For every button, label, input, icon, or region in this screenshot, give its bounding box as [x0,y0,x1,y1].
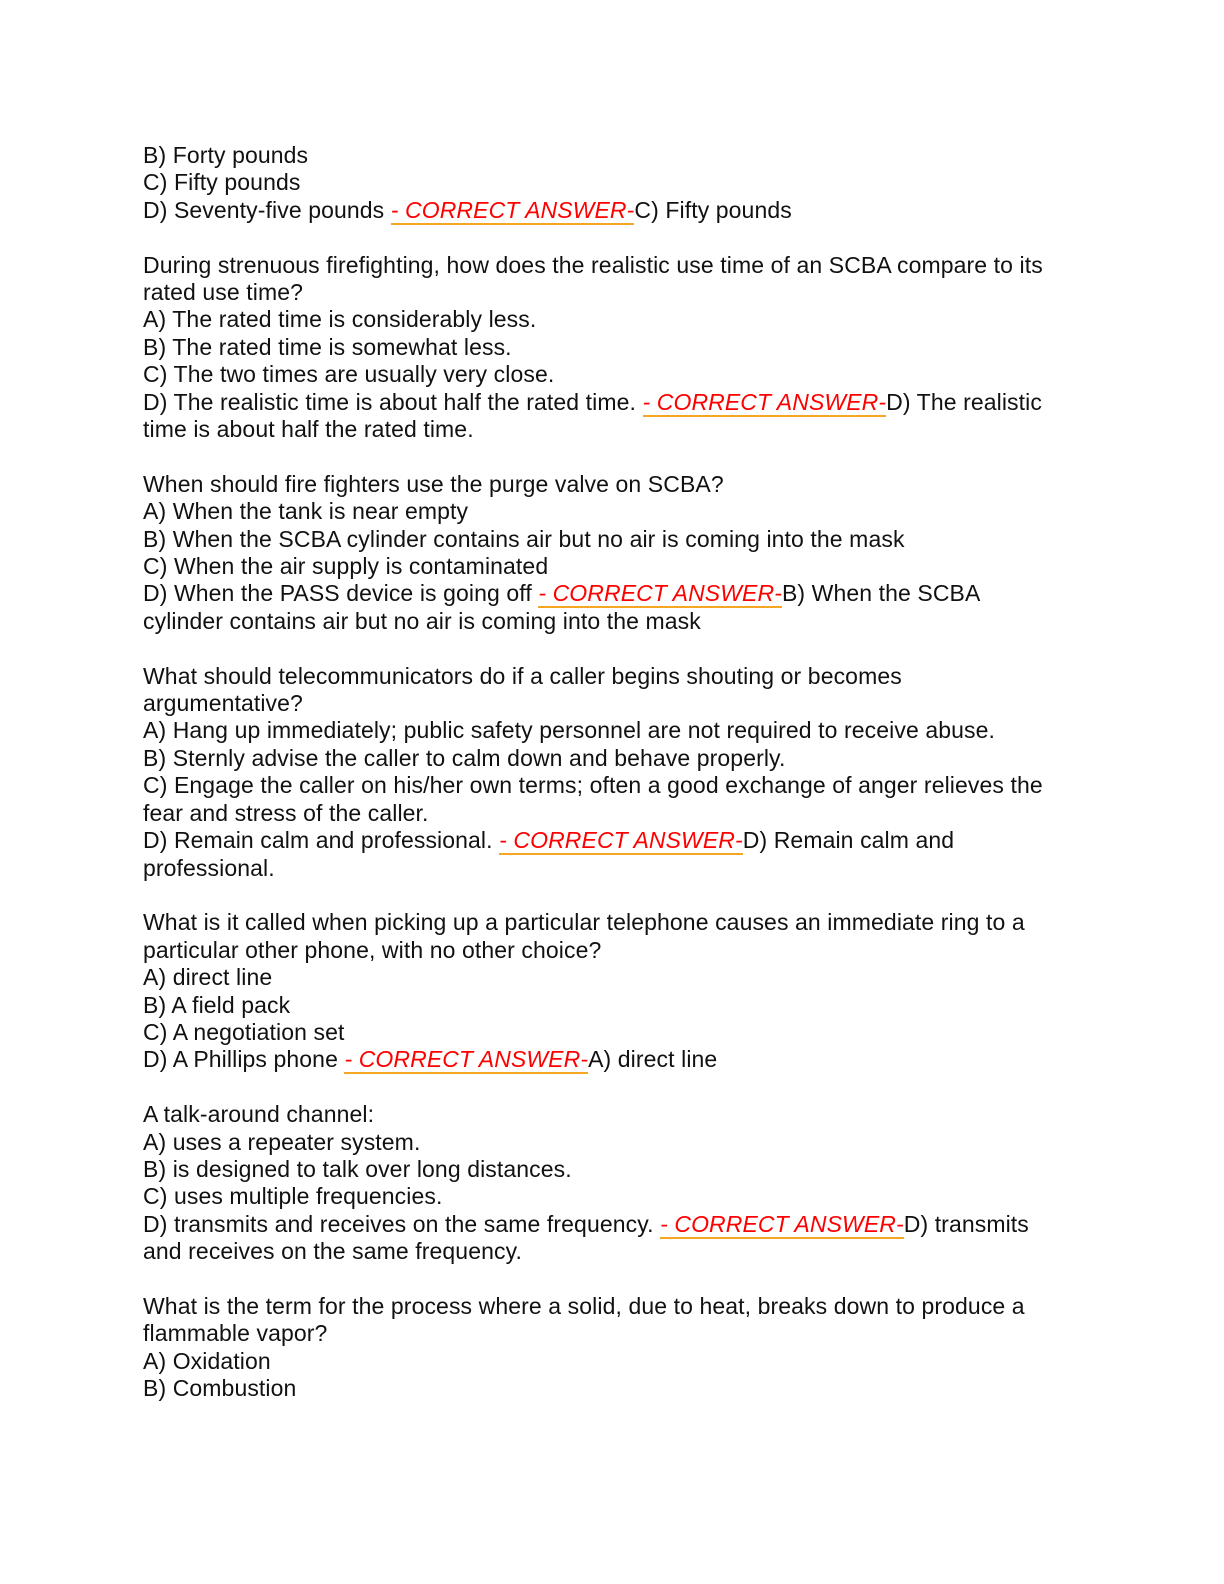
option-text: D) transmits and receives on the same frequency. [143,1210,654,1237]
question-text: What should telecommunicators do if a caller begins shouting or becomes [143,662,902,689]
answer-continuation: and receives on the same frequency. [143,1238,522,1265]
option-line: B) is designed to talk over long distances. [143,1155,572,1182]
option-line: C) Fifty pounds [143,169,301,196]
answer-continuation: time is about half the rated time. [143,416,474,443]
question-block-intro [143,142,1088,224]
answer-continuation: cylinder contains air but no air is coming into the mask [143,607,701,634]
option-text: D) The realistic time is about half the rated time. [143,388,636,415]
correct-answer-marker: - CORRECT ANSWER- [499,827,743,854]
answer-line [143,827,1088,854]
option-line: B) Sternly advise the caller to calm down and behave properly. [143,744,786,771]
answer-text: C) Fifty pounds [634,196,792,223]
answer-text: D) transmits [903,1210,1029,1237]
question-block [143,471,1088,635]
answer-text: B) When the SCBA [781,580,981,607]
option-text: D) When the PASS device is going off [143,580,532,607]
question-block [143,909,1088,1073]
answer-text: A) direct line [588,1046,718,1073]
option-line: C) The two times are usually very close. [143,361,555,388]
question-text: During strenuous firefighting, how does the realistic use time of an SCBA compare to its [143,251,1043,278]
option-line: A) When the tank is near empty [143,498,469,525]
document-page [143,142,1088,1403]
question-block [143,1101,1088,1265]
option-line: C) When the air supply is contaminated [143,553,549,580]
answer-text: D) The realistic [886,388,1042,415]
correct-answer-marker: - CORRECT ANSWER- [660,1210,904,1237]
option-line: B) When the SCBA cylinder contains air but no air is coming into the mask [143,525,905,552]
answer-line [143,580,1088,607]
correct-answer-marker: - CORRECT ANSWER- [344,1046,589,1073]
question-text: What is it called when picking up a particular telephone causes an immediate ring to a [143,909,1025,936]
option-line: B) A field pack [143,991,291,1018]
question-text: argumentative? [143,690,303,717]
option-line: fear and stress of the caller. [143,799,429,826]
option-line: C) Engage the caller on his/her own terms; often a good exchange of anger relieves the [143,772,1043,799]
option-line: B) Combustion [143,1375,297,1402]
question-block [143,252,1088,444]
option-line: B) Forty pounds [143,142,309,168]
correct-answer-marker: - CORRECT ANSWER- [390,196,635,223]
question-block-final [143,1293,1088,1403]
option-line: C) A negotiation set [143,1018,345,1045]
question-block [143,663,1088,882]
correct-answer-marker: - CORRECT ANSWER- [538,580,782,607]
question-text: flammable vapor? [143,1320,328,1347]
option-text: D) Seventy-five pounds [143,196,385,223]
answer-line [143,1211,1088,1238]
option-text: D) Remain calm and professional. [143,827,493,854]
option-text: D) A Phillips phone [143,1046,338,1073]
question-text: When should fire fighters use the purge valve on SCBA? [143,470,724,497]
question-text: rated use time? [143,279,304,306]
option-line: B) The rated time is somewhat less. [143,333,512,360]
option-line: A) Oxidation [143,1347,271,1374]
answer-continuation: professional. [143,854,275,881]
option-line: C) uses multiple frequencies. [143,1183,443,1210]
option-line: A) The rated time is considerably less. [143,306,537,333]
answer-line [143,1046,1088,1073]
option-line: A) direct line [143,964,273,991]
question-text: particular other phone, with no other choice? [143,936,602,963]
option-line: A) uses a repeater system. [143,1128,421,1155]
correct-answer-marker: - CORRECT ANSWER- [642,388,887,415]
answer-text: D) Remain calm and [742,827,955,854]
question-text: What is the term for the process where a solid, due to heat, breaks down to produce a [143,1292,1025,1319]
question-text: A talk-around channel: [143,1101,375,1128]
answer-line [143,389,1088,416]
answer-line [143,197,1088,224]
option-line: A) Hang up immediately; public safety personnel are not required to receive abuse. [143,717,996,744]
